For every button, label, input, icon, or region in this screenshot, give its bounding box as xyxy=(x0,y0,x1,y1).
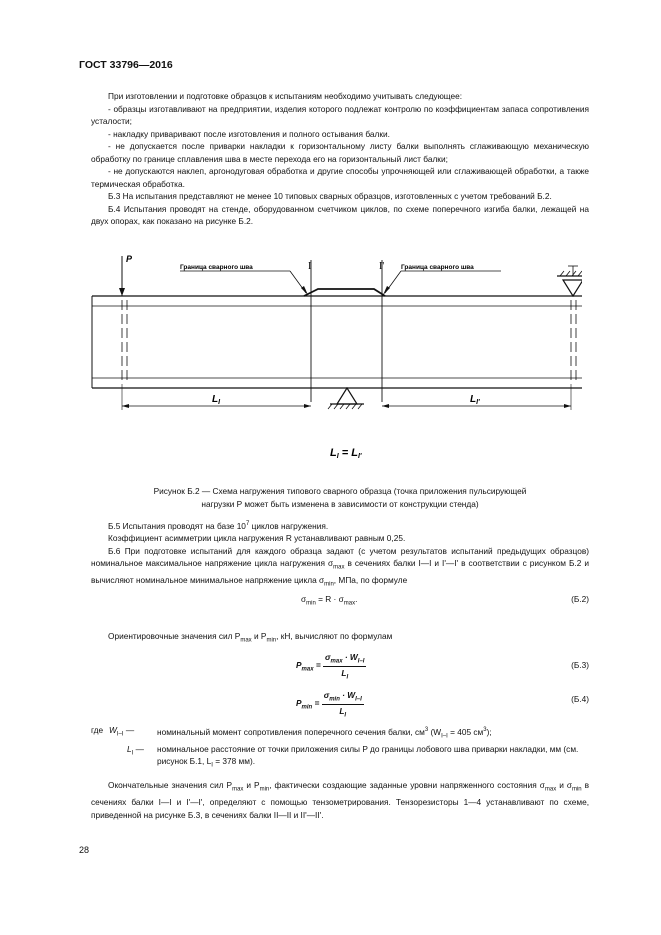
def-l-symbol: $L_I$ — xyxy=(127,743,144,757)
asymmetry-paragraph: Коэффициент асимметрии цикла нагружения R устанавливают равным 0,25. xyxy=(108,533,406,544)
definition-l xyxy=(91,743,589,773)
dim-l1-label: $L_I$ xyxy=(212,394,221,406)
right-support xyxy=(563,280,582,296)
intro-paragraph: При изготовлении и подготовке образцов к испытаниям необходимо учитывать следующее: xyxy=(108,91,463,101)
def-w-text: номинальный момент сопротивления поперечного сечения балки, $см^3$ ($W_{I-I} = 405$ $см^3$); xyxy=(157,726,492,740)
load-arrow-head xyxy=(119,288,125,296)
figure-b2-diagram xyxy=(82,252,582,467)
clause-b3: Б.3 На испытания представляют не менее 10 типовых сварных образцов, изготовленных с учетом требований Б.2. xyxy=(108,191,552,201)
bullet-1: - образцы изготавливают на предприятии, изделия которого подлежат контролю по коэффициентам запаса сопротивления усталости; xyxy=(91,103,589,126)
requirements-block xyxy=(91,90,589,228)
middle-support xyxy=(337,388,357,404)
formula-b4 xyxy=(296,690,364,718)
document-header: ГОСТ 33796—2016 xyxy=(79,59,173,71)
section-i-label: I xyxy=(308,261,312,272)
caption-line-1: Рисунок Б.2 — Схема нагружения типового сварного образца (точка приложения пульсирующей xyxy=(153,486,527,496)
dim-l1-arrow-right xyxy=(304,404,311,408)
cover-plate xyxy=(304,289,385,296)
dim-l2-arrow-right xyxy=(564,404,571,408)
figure-caption xyxy=(91,485,589,510)
clause-b4: Б.4 Испытания проводят на стенде, оборудованном счетчиком циклов, по схеме поперечного изгиба балки, лежащей на двух опорах, как показано на рисунке Б.2. xyxy=(91,203,589,226)
forces-text: Ориентировочные значения сил $P_{max}$ и $P_{min}$, кН, вычисляют по формулам xyxy=(108,631,393,644)
clause-b5: Б.5 Испытания проводят на базе $10^7$ циклов нагружения. xyxy=(108,520,329,531)
formula-b2-number: (Б.2) xyxy=(571,594,589,604)
weld-boundary-left-label: Граница сварного шва xyxy=(180,264,253,271)
weld-right-arrowhead xyxy=(383,286,390,295)
bullet-2: - накладку приваривают после изготовления и полного остывания балки. xyxy=(108,128,390,139)
bullet-3: - не допускается после приварки накладки к горизонтальному листу балки выполнять сглаживающую механическую обработку по границе сплавления шва в месте перехода его на горизонтальный лист балки; xyxy=(91,141,589,164)
dim-l2-label: $L_{I'}$ xyxy=(470,394,480,406)
right-support-hatch xyxy=(560,271,582,276)
formula-b2: $\sigma_{min} = R \cdot \sigma_{max}$. xyxy=(301,594,358,607)
clause-b6: Б.6 При подготовке испытаний для каждого образца задают (с учетом результатов испытаний предыдущих образцов) номинальное максимальное напряжение цикла нагружения $\sigma_{max}$ в сечениях балки I—I и I'—I' в соответствии с рисунком Б.2 и вычисляют номинальное минимальное напряжение цикла $\sigma_{min}$, МПа, по формуле xyxy=(91,545,589,589)
formula-b4-fraction: $\frac{\sigma_{min} \cdot W_{I-I}}{L_I}$ xyxy=(323,690,362,719)
dim-l1-arrow-left xyxy=(122,404,129,408)
section-i-prime-label: I' xyxy=(379,261,385,272)
middle-support-hatch xyxy=(328,404,362,409)
formula-b4-lhs: $P_{min}$ = xyxy=(296,698,322,711)
definitions xyxy=(91,724,589,773)
where-word: где xyxy=(91,725,104,735)
formula-b3-number: (Б.3) xyxy=(571,660,589,670)
dim-l2-arrow-left xyxy=(382,404,389,408)
formula-b3-fraction: $\frac{\sigma_{max} \cdot W_{I-I}}{L_I}$ xyxy=(325,652,365,681)
formula-b3 xyxy=(296,652,366,680)
load-label: P xyxy=(126,254,133,264)
def-l-text: номинальное расстояние от точки приложения силы P до границы лобового шва приварки накладки, мм (см. рисунок Б.1, $L_I = 378$ мм). xyxy=(157,743,579,770)
formula-b3-lhs: $P_{max}$ = xyxy=(296,660,324,673)
formula-b4-number: (Б.4) xyxy=(571,694,589,704)
length-equality: LI = LI' xyxy=(330,447,362,460)
final-paragraph xyxy=(91,779,589,821)
page-number: 28 xyxy=(79,845,90,855)
weld-boundary-right-label: Граница сварного шва xyxy=(401,264,474,271)
clauses-b5-b6 xyxy=(91,518,589,592)
weld-left-arrowhead xyxy=(301,286,308,295)
bullet-4: - не допускаются наклеп, аргонодуговая обработка и другие способы упрочняющей или сглаживающей обработки, а также термическая обработка. xyxy=(91,166,589,189)
definition-w xyxy=(91,724,589,743)
caption-line-2: нагрузки P может быть изменена в зависимости от конструкции стенда) xyxy=(201,498,479,509)
def-w-symbol: $W_{I-I}$ — xyxy=(109,725,135,738)
forces-paragraph xyxy=(91,630,589,647)
final-text: Окончательные значения сил $P_{max}$ и $P_{min}$, фактически создающие заданные уровни напряженного состояния $\sigma_{max}$ и $\sigma_{min}$ в сечениях балки I—I и I'—I', определяют с помощью тензометрирования. Тензорезисторы 1—4 устанавливают по схеме, приведенной на рисунке Б.3, в сечениях балки II—II и II'—II'. xyxy=(91,780,590,820)
